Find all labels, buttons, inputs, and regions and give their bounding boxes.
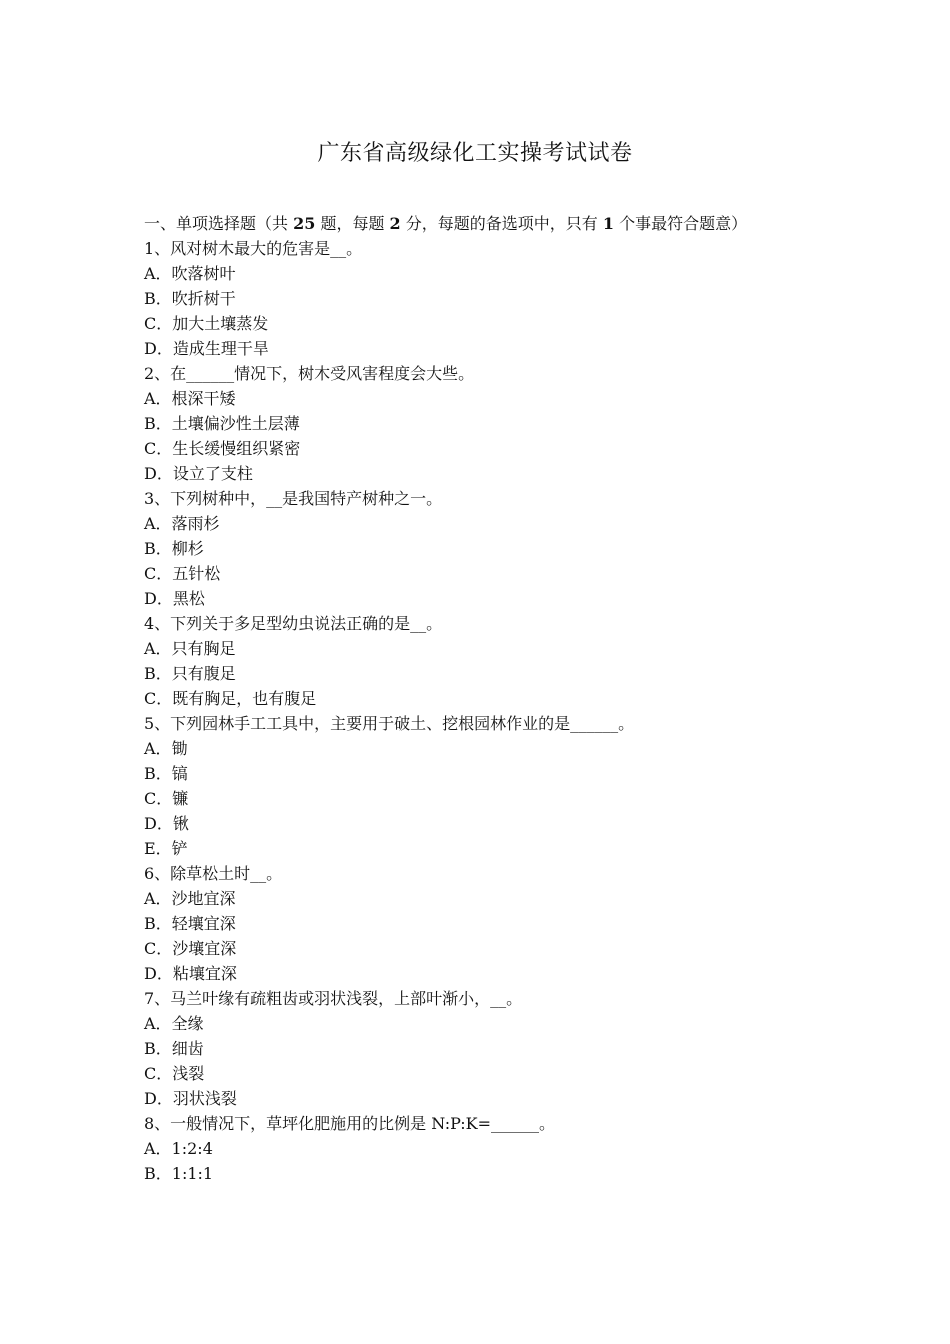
answer-option: C．加大土壤蒸发 bbox=[144, 314, 269, 333]
answer-option: A．锄 bbox=[144, 739, 188, 758]
question-stem: 7、马兰叶缘有疏粗齿或羽状浅裂，上部叶渐小，__。 bbox=[144, 989, 523, 1008]
question-stem: 3、下列树种中，__是我国特产树种之一。 bbox=[144, 489, 443, 508]
answer-option: C．浅裂 bbox=[144, 1064, 205, 1083]
heading-text: 一、单项选择题（共 bbox=[144, 214, 294, 233]
heading-points: 2 bbox=[389, 214, 401, 233]
answer-option: A．吹落树叶 bbox=[144, 264, 236, 283]
answer-option: C．既有胸足，也有腹足 bbox=[144, 689, 317, 708]
answer-option: C．生长缓慢组织紧密 bbox=[144, 439, 301, 458]
answer-option: B．细齿 bbox=[144, 1039, 204, 1058]
answer-option: B．轻壤宜深 bbox=[144, 914, 236, 933]
question-stem: 8、一般情况下，草坪化肥施用的比例是 N:P:K=______。 bbox=[144, 1114, 556, 1133]
document-title: 广东省高级绿化工实操考试试卷 bbox=[317, 141, 633, 166]
document-body bbox=[144, 211, 814, 1186]
answer-option: D．粘壤宜深 bbox=[144, 964, 237, 983]
answer-option: B．镐 bbox=[144, 764, 188, 783]
answer-option: C．沙壤宜深 bbox=[144, 939, 237, 958]
answer-option: B．1:1:1 bbox=[144, 1164, 214, 1183]
answer-option: D．羽状浅裂 bbox=[144, 1089, 237, 1108]
answer-option: A．沙地宜深 bbox=[144, 889, 236, 908]
answer-option: A．全缘 bbox=[144, 1014, 204, 1033]
answer-option: D．设立了支柱 bbox=[144, 464, 253, 483]
answer-option: D．锹 bbox=[144, 814, 189, 833]
answer-option: A．1:2:4 bbox=[144, 1139, 213, 1158]
answer-option: C．镰 bbox=[144, 789, 189, 808]
answer-option: B．柳杉 bbox=[144, 539, 204, 558]
answer-option: E．铲 bbox=[144, 839, 188, 858]
answer-option: A．根深干矮 bbox=[144, 389, 236, 408]
heading-text: 分，每题的备选项中，只有 bbox=[400, 214, 603, 233]
answer-option: C．五针松 bbox=[144, 564, 221, 583]
answer-option: B．只有腹足 bbox=[144, 664, 236, 683]
answer-option: B．土壤偏沙性土层薄 bbox=[144, 414, 300, 433]
answer-option: A．落雨杉 bbox=[144, 514, 220, 533]
answer-option: B．吹折树干 bbox=[144, 289, 236, 308]
heading-correct-count: 1 bbox=[602, 214, 615, 233]
section-heading bbox=[144, 211, 814, 236]
answer-option: A．只有胸足 bbox=[144, 639, 236, 658]
answer-option: D．黑松 bbox=[144, 589, 205, 608]
heading-question-count: 25 bbox=[293, 214, 316, 233]
question-stem: 1、风对树木最大的危害是__。 bbox=[144, 239, 363, 258]
question-stem: 6、除草松土时__。 bbox=[144, 864, 283, 883]
question-stem: 4、下列关于多足型幼虫说法正确的是__。 bbox=[144, 614, 443, 633]
heading-text: 题，每题 bbox=[315, 214, 390, 233]
question-stem: 2、在______情况下，树木受风害程度会大些。 bbox=[144, 364, 475, 383]
heading-text: 个事最符合题意） bbox=[614, 214, 748, 233]
question-stem: 5、下列园林手工工具中，主要用于破土、挖根园林作业的是______。 bbox=[144, 714, 635, 733]
answer-option: D．造成生理干旱 bbox=[144, 339, 269, 358]
